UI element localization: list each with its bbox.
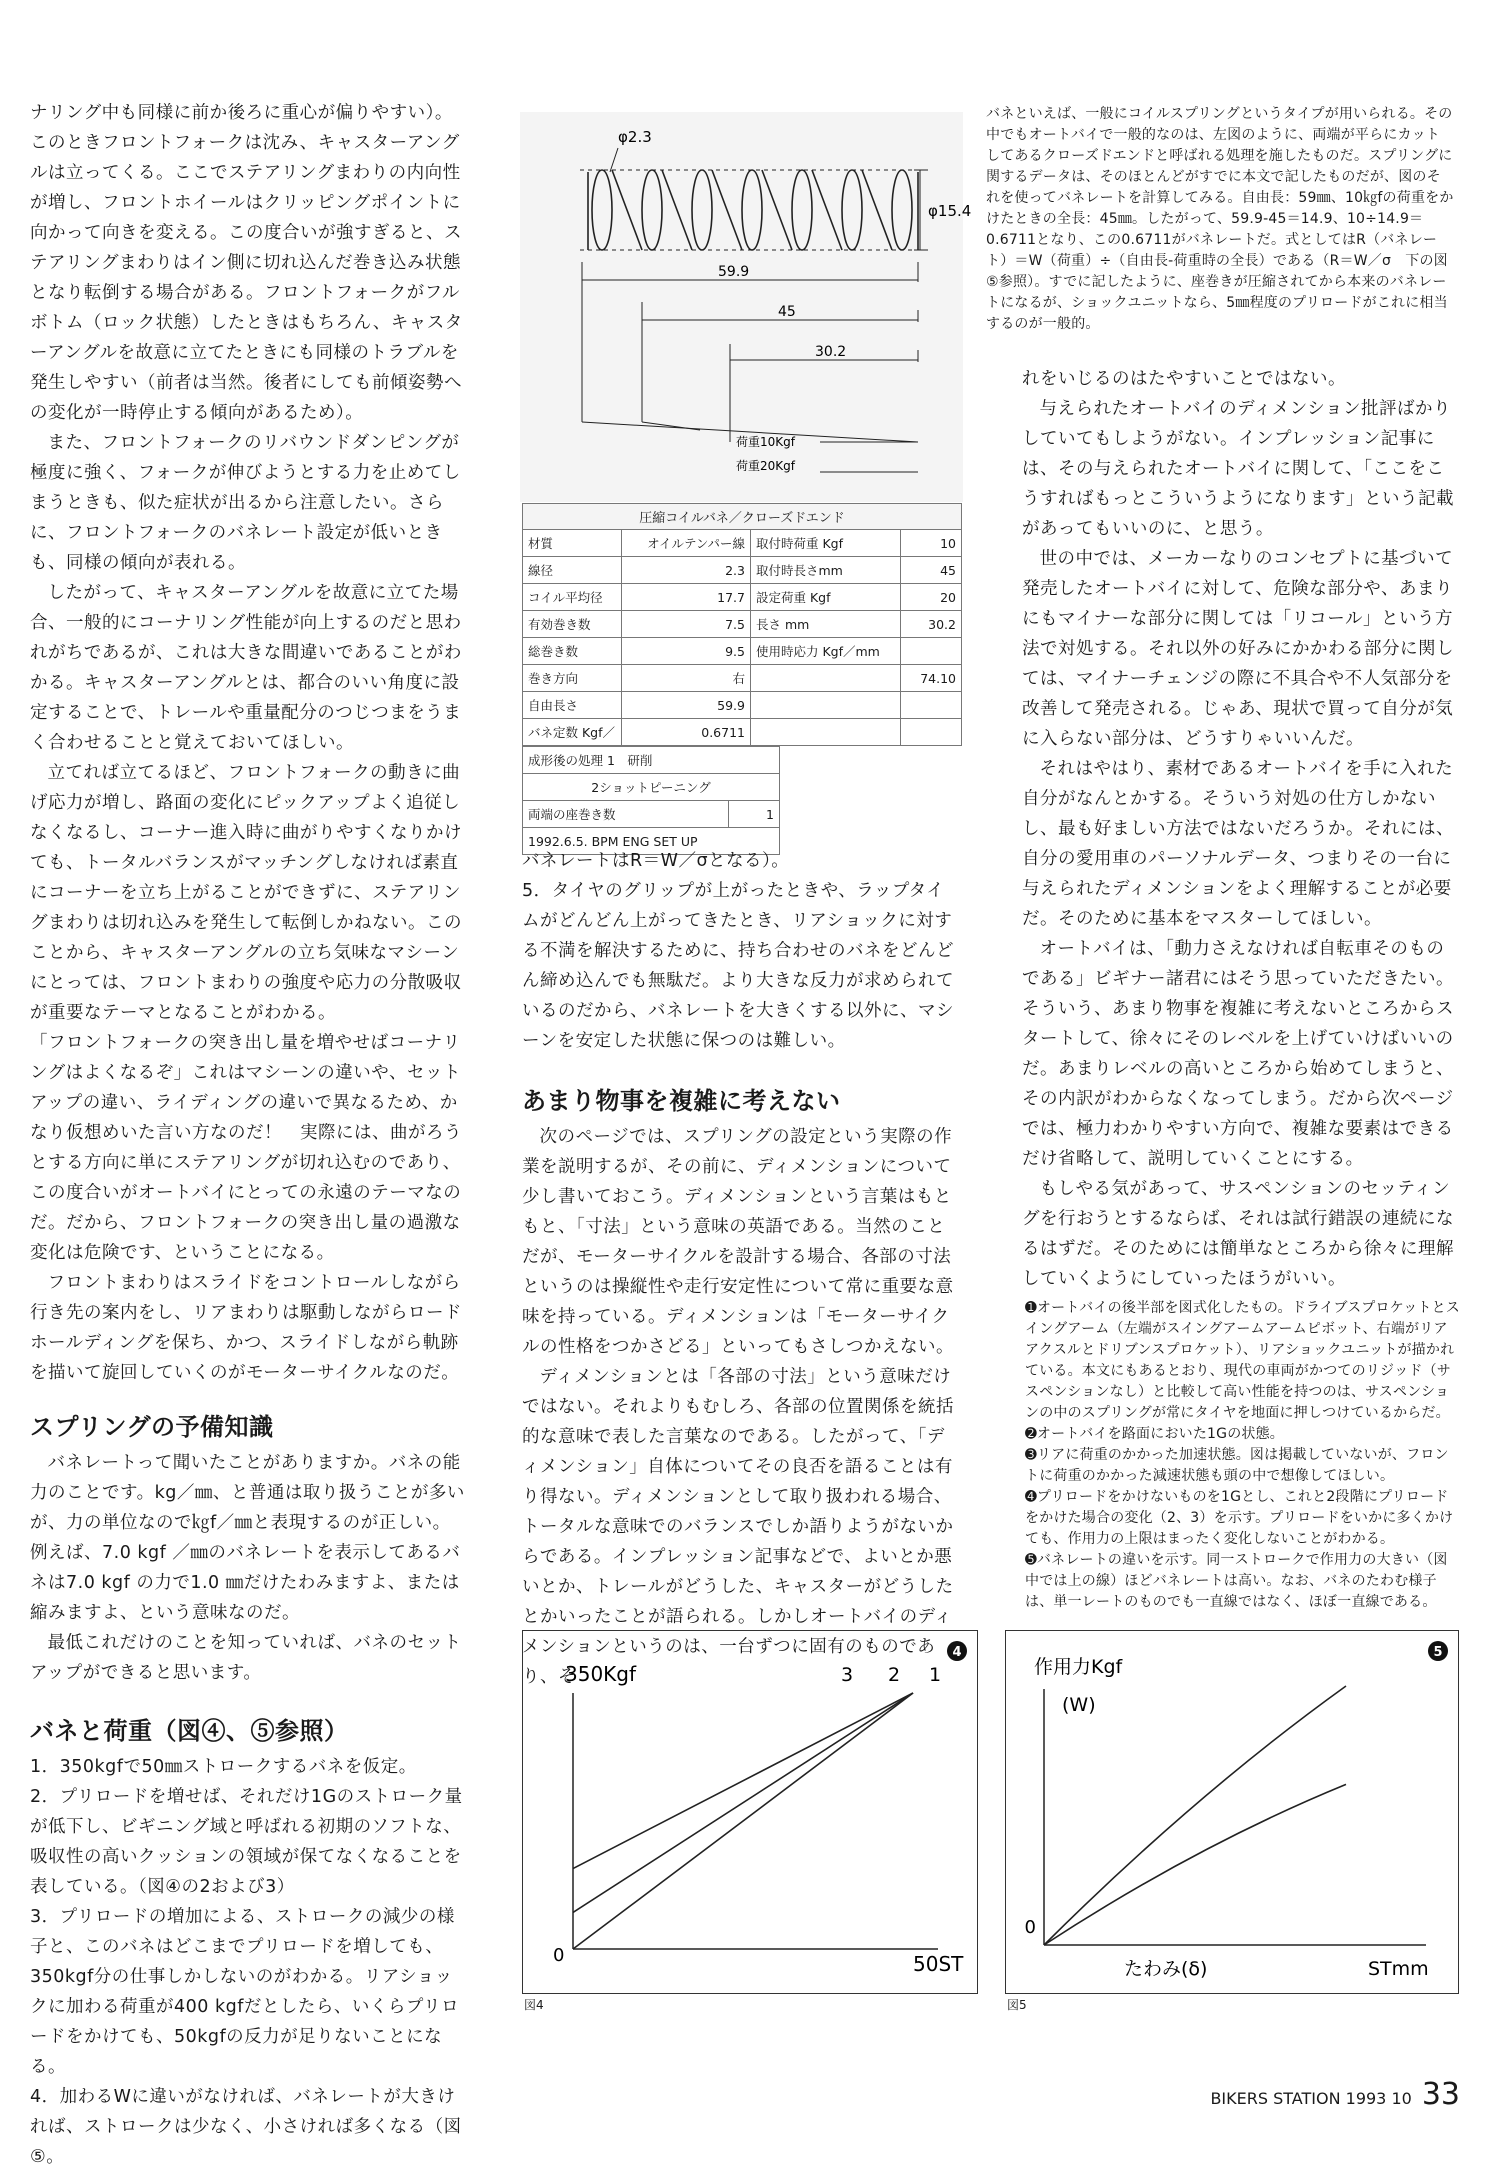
table-row xyxy=(523,692,962,719)
section-heading-spring-load: バネと荷重（図④、⑤参照） xyxy=(30,1716,349,1745)
figure-caption-item: ➌リアに荷重のかかった加速状態。図は掲載していないが、フロントに荷重のかかった減速状態も頭の中で想像してほしい。 xyxy=(1025,1447,1449,1484)
table-cell: 取付時長さmm xyxy=(751,557,901,584)
column-1-paragraphs-2 xyxy=(30,1448,468,1688)
spec-table-title: 圧縮コイルバネ／クローズドエンド xyxy=(522,503,962,529)
table-cell: 7.5 xyxy=(622,611,751,638)
figure-captions xyxy=(1025,1298,1460,1613)
section-heading-dont-complicate: あまり物事を複雑に考えない xyxy=(522,1086,841,1115)
figure-caption-item: ➍プリロードをかけないものを1Gとし、これと2段階にプリロードをかけた場合の変化（2、3）を示す。プリロードをいかに多くかけても、作用力の上限はまったく変化しないことがわかる。 xyxy=(1025,1489,1454,1547)
table-cell: 線径 xyxy=(523,557,622,584)
list-item: 1．350kgfで50㎜ストロークするバネを仮定。 xyxy=(30,1757,417,1777)
spec-date-cell: 1992.6.5. BPM ENG SET UP xyxy=(523,828,780,855)
table-cell: 20 xyxy=(901,584,962,611)
spec-process-cell: 成形後の処理 1 研削 xyxy=(523,747,780,774)
figure-5-x-end: STmm xyxy=(1368,1958,1429,1980)
column-1-paragraphs xyxy=(30,98,468,1388)
figure-4-origin: 0 xyxy=(553,1945,565,1966)
figure-4 xyxy=(522,1630,978,1994)
figure-5-origin: 0 xyxy=(1024,1917,1036,1938)
figure-4-caption: 図4 xyxy=(524,1998,544,2012)
column-2-paragraphs xyxy=(522,846,960,1056)
outer-diameter-label: φ15.4 xyxy=(928,202,972,220)
paragraph: それはやはり、素材であるオートバイを手に入れた自分がなんとかする。そういう対処の仕方しかないし、最も好ましい方法ではないだろうか。それには、自分の愛用車のパーソナルデータ、つまりその一台に与えられたディメンションをよく理解することが必要だ。そのために基本をマスターしてほしい。 xyxy=(1022,759,1454,929)
numbered-list xyxy=(30,1752,468,2172)
free-length-label: 59.9 xyxy=(718,264,750,280)
figure-5-y-sub: (W) xyxy=(1062,1694,1096,1716)
figure-caption-item: ➊オートバイの後半部を図式化したもの。ドライブスプロケットとスイングアーム（左端がスイングアームアームピボット、右端がリアアクスルとドリブンスプロケット）、リアショックユニットが描かれている。本文にもあるとおり、現代の車両がかつてのリジッド（サスペンションなし）と比較して高い性能を持つのは、サスペンションの中のスプリングが常にタイヤを地面に押しつけているからだ。 xyxy=(1025,1300,1460,1421)
column-1 xyxy=(30,98,468,2172)
table-cell: 使用時応力 Kgf／mm xyxy=(751,638,901,665)
table-cell: 10 xyxy=(901,530,962,557)
length-20-label: 30.2 xyxy=(815,344,847,360)
paragraph: ディメンションとは「各部の寸法」という意味だけではない。それよりもむしろ、各部の位置関係を統括的な意味で表した言葉なのである。したがって、「ディメンション」自体についてその良否を語ることは有り得ない。ディメンションとして取り扱われる場合、トータルな意味でのバランスでしか語りようがないからである。インプレッション記事などで、よいとか悪いとか、トレールがどうした、キャスターがどうしたとかいったことが語られる。しかしオートバイのディメンションというのは、一台ずつに固有のものであり、そ xyxy=(522,1367,954,1687)
table-cell xyxy=(901,638,962,665)
column-2 xyxy=(522,846,960,1692)
table-cell: 30.2 xyxy=(901,611,962,638)
load-10-label: 荷重10Kgf xyxy=(736,435,795,449)
paragraph: 与えられたオートバイのディメンション批評ばかりしていてもしようがない。インプレッション記事には、その与えられたオートバイに関して、「ここをこうすればもっとこういうようになります」という記載があってもいいのに、と思う。 xyxy=(1022,399,1454,539)
spec-end-coils-label: 両端の座巻き数 xyxy=(523,801,729,828)
paragraph: もしやる気があって、サスペンションのセッティングを行おうとするならば、それは試行錯誤の連続になるはずだ。そのためには簡単なところから徐々に理解していくようにしていったほうがいい。 xyxy=(1022,1179,1454,1289)
spring-spec-table-box xyxy=(522,503,962,855)
paragraph: 世の中では、メーカーなりのコンセプトに基づいて発売したオートバイに対して、危険な部分や、あまりにもマイナーな部分に関しては「リコール」という方法で対処する。それ以外の好みにかかわる部分に関しては、マイナーチェンジの際に不具合や不人気部分を改善して発売される。じゃあ、現状で買って自分が気に入らない部分は、どうすりゃいいんだ。 xyxy=(1022,549,1454,749)
list-item: 4．加わるWに違いがなければ、バネレートが大きければ、ストロークは少なく、小さければ多くなる（図⑤。 xyxy=(30,2087,462,2167)
table-cell: 総巻き数 xyxy=(523,638,622,665)
table-row xyxy=(523,611,962,638)
table-cell: 取付時荷重 Kgf xyxy=(751,530,901,557)
section-heading-spring-basics: スプリングの予備知識 xyxy=(30,1412,274,1441)
table-cell: 設定荷重 Kgf xyxy=(751,584,901,611)
curve-1 xyxy=(1044,1686,1346,1945)
paragraph: 次のページでは、スプリングの設定という実際の作業を説明するが、その前に、ディメンションについて少し書いておこう。ディメンションという言葉はもともと、「寸法」という意味の英語である。当然のことだが、モーターサイクルを設計する場合、各部の寸法というのは操縦性や走行安定性について常に重要な意味を持っている。ディメンションは「モーターサイクルの性格をつかさどる」といってもさしつかえない。 xyxy=(522,1127,954,1357)
table-cell xyxy=(901,719,962,746)
table-cell xyxy=(751,665,901,692)
figure-4-chart xyxy=(523,1631,977,1993)
spring-diagram xyxy=(520,112,972,502)
spring-spec-table-extra xyxy=(522,746,780,855)
figure-5-x-label: たわみ(δ) xyxy=(1124,1958,1208,1980)
series-line-3 xyxy=(573,1693,913,1869)
table-cell: 材質 xyxy=(523,530,622,557)
table-cell: 0.6711 xyxy=(622,719,751,746)
figure-4-x-label: 50ST xyxy=(913,1952,964,1976)
paragraph: フロントまわりはスライドをコントロールしながら行き先の案内をし、リアまわりは駆動しながらロードホールディングを保ち、かつ、スライドしながら軌跡を描いて旋回していくのがモーターサイクルなのだ。 xyxy=(30,1273,462,1383)
figure-4-series xyxy=(573,1664,941,1949)
column-3 xyxy=(1022,364,1462,1294)
list-item: 2．プリロードを増せば、それだけ1Gのストローク量が低下し、ビギニング域と呼ばれる初期のソフトな、吸収性の高いクッションの領域が保てなくなることを表している。（図④の2および3） xyxy=(30,1787,463,1897)
table-row xyxy=(523,638,962,665)
figure-5 xyxy=(1005,1630,1459,1994)
paragraph: 「フロントフォークの突き出し量を増やせばコーナリングはよくなるぞ」これはマシーンの違いや、セットアップの違い、ライディングの違いで異なるため、かなり仮想めいた言い方なのだ！ 実際には、曲がろうとする方向に単にステアリングが切れ込むのであり、この度合いがオートバイにとっての永遠のテーマなのだ。だから、フロントフォークの突き出し量の過激な変化は危険です、ということになる。 xyxy=(30,1033,462,1263)
figure-4-y-label: 350Kgf xyxy=(565,1662,637,1686)
table-cell: 自由長さ xyxy=(523,692,622,719)
figure-5-series xyxy=(1044,1686,1346,1945)
paragraph: 5．タイヤのグリップが上がったときや、ラップタイムがどんどん上がってきたとき、リアショックに対する不満を解決するために、持ち合わせのバネをどんどん締め込んでも無駄だ。より大きな反力が求められているのだから、バネレートを大きくする以外に、マシーンを安定した状態に保つのは難しい。 xyxy=(522,881,954,1051)
figure-5-caption: 図5 xyxy=(1007,1998,1027,2012)
table-cell: 長さ mm xyxy=(751,611,901,638)
table-cell: 2.3 xyxy=(622,557,751,584)
paragraph: ナリング中も同様に前か後ろに重心が偏りやすい）。このときフロントフォークは沈み、キャスターアングルは立ってくる。ここでステアリングまわりの内向性が増し、フロントホイールはクリッピングポイントに向かって向きを変える。この度合いが強すぎると、ステアリングまわりはイン側に切れ込んだ巻き込み状態となり転倒する場合がある。フロントフォークがフルボトム（ロック状態）したときはもちろん、キャスターアングルを故意に立てたときにも同様のトラブルを発生しやすい（前者は当然。後者にしても前傾姿勢への変化が一時停止する傾向があるため）。 xyxy=(30,103,463,423)
paragraph: オートバイは、「動力さえなければ自転車そのものである」ビギナー諸君にはそう思っていただきたい。そういう、あまり物事を複雑に考えないところからスタートして、徐々にそのレベルを上げていけばいいのだ。あまりレベルの高いところから始めてしまうと、その内訳がわからなくなってしまう。だから次ページでは、極力わかりやすい方向で、複雑な要素はできるだけ省略して、説明していくことにする。 xyxy=(1022,939,1454,1169)
sidebar-note-text: バネといえば、一般にコイルスプリングというタイプが用いられる。その中でもオートバイで一般的なのは、左図のように、両端が平らにカットしてあるクローズドエンドと呼ばれる処理を施したものだ。スプリングに関するデータは、そのほとんどがすでに本文で記したものだが、図のそれを使ってバネレートを計算してみる。自由長：59㎜、10㎏fの荷重をかけたときの全長：45㎜。したがって、59.9-45＝14.9、10÷14.9＝0.6711となり、この0.6711がバネレートだ。式としてはR（バネレート）＝W（荷重）÷（自由長-荷重時の全長）である（R＝W／σ 下の図⑤参照）。すでに記したように、座巻きが圧縮されてから本来のバネレートになるが、ショックユニットなら、5㎜程度のプリロードがこれに相当するのが一般的。 xyxy=(986,106,1454,332)
paragraph: バネレートはR＝W／σとなる）。 xyxy=(522,851,790,871)
table-cell xyxy=(751,692,901,719)
figure-5-chart xyxy=(1006,1631,1458,1993)
table-cell: 有効巻き数 xyxy=(523,611,622,638)
figure-caption-item: ➎バネレートの違いを示す。同一ストロークで作用力の大きい（図中では上の線）ほどバネレートは高い。なお、バネのたわむ様子は、単一レートのものでも一直線ではなく、ほぼ一直線である。 xyxy=(1025,1552,1448,1610)
table-cell: 59.9 xyxy=(622,692,751,719)
table-cell: 巻き方向 xyxy=(523,665,622,692)
table-cell: オイルテンパー線 xyxy=(622,530,751,557)
series-label-2: 2 xyxy=(888,1664,901,1686)
figure-caption-item: ➋オートバイを路面においた1Gの状態。 xyxy=(1025,1426,1285,1442)
curve-2 xyxy=(1044,1784,1346,1945)
length-10-label: 45 xyxy=(778,304,796,320)
table-cell: 9.5 xyxy=(622,638,751,665)
table-row xyxy=(523,557,962,584)
page-footer xyxy=(1210,2077,1460,2112)
table-cell: 17.7 xyxy=(622,584,751,611)
wire-diameter-label: φ2.3 xyxy=(618,128,652,146)
magazine-name: BIKERS STATION 1993 10 xyxy=(1210,2089,1412,2108)
table-row xyxy=(523,584,962,611)
sidebar-note xyxy=(986,104,1454,335)
spec-peening-cell: 2ショットピーニング xyxy=(523,774,780,801)
figure-5-badge: 5 xyxy=(1433,1645,1443,1660)
column-3-paragraphs xyxy=(1022,364,1462,1294)
table-cell: バネ定数 Kgf／ xyxy=(523,719,622,746)
paragraph: バネレートって聞いたことがありますか。バネの能力のことです。kg／㎜、と普通は取り扱うことが多いが、力の単位なので㎏f／㎜と表現するのが正しい。例えば、7.0 kgf ／㎜のバネレートを表示してあるバネは7.0 kgf の力で1.0 ㎜だけたわみますよ、または縮みますよ、という意味なのだ。 xyxy=(30,1453,465,1623)
series-label-1: 1 xyxy=(929,1664,942,1686)
table-row xyxy=(523,665,962,692)
table-cell xyxy=(901,692,962,719)
table-row xyxy=(523,719,962,746)
spring-spec-table xyxy=(522,529,962,746)
paragraph: れをいじるのはたやすいことではない。 xyxy=(1022,369,1346,389)
table-cell: 右 xyxy=(622,665,751,692)
paragraph: 最低これだけのことを知っていれば、バネのセットアップができると思います。 xyxy=(30,1633,462,1683)
page-number: 33 xyxy=(1421,2077,1460,2112)
series-line-1 xyxy=(573,1693,913,1949)
table-cell: コイル平均径 xyxy=(523,584,622,611)
figure-5-y-label: 作用力Kgf xyxy=(1034,1656,1123,1678)
list-item: 3．プリロードの増加による、ストロークの減少の様子と、このバネはどこまでプリロードを増しても、350kgf分の仕事しかしないのがわかる。リアショックに加わる荷重が400 kgfだとしたら、いくらプリロードをかけても、50kgfの反力が足りないことになる。 xyxy=(30,1907,460,2077)
series-line-2 xyxy=(573,1693,913,1912)
table-cell: 45 xyxy=(901,557,962,584)
series-label-3: 3 xyxy=(841,1664,854,1686)
column-2-paragraphs-2 xyxy=(522,1122,960,1692)
table-cell xyxy=(751,719,901,746)
paragraph: 立てれば立てるほど、フロントフォークの動きに曲げ応力が増し、路面の変化にピックアップよく追従しなくなるし、コーナー進入時に曲がりやすくなりかけても、トータルバランスがマッチングしなければ素直にコーナーを立ち上がることができずに、ステアリングまわりは切れ込みを発生して転倒しかねない。このことから、キャスターアングルの立ち気味なマシーンにとっては、フロントまわりの強度や応力の分散吸収が重要なテーマとなることがわかる。 xyxy=(30,763,462,1023)
table-row xyxy=(523,530,962,557)
figure-4-badge: 4 xyxy=(952,1645,962,1660)
load-20-label: 荷重20Kgf xyxy=(736,459,795,473)
table-cell: 74.10 xyxy=(901,665,962,692)
paragraph: したがって、キャスターアングルを故意に立てた場合、一般的にコーナリング性能が向上するのだと思われがちであるが、これは大きな間違いであることがわかる。キャスターアングルとは、都合のいい角度に設定することで、トレールや重量配分のつじつまをうまく合わせることと覚えておいてほしい。 xyxy=(30,583,462,753)
spring-diagram-box xyxy=(520,112,972,502)
paragraph: また、フロントフォークのリバウンドダンピングが極度に強く、フォークが伸びようとする力を止めてしまうときも、似た症状が出るから注意したい。さらに、フロントフォークのバネレート設定が低いときも、同様の傾向が表れる。 xyxy=(30,433,461,573)
spec-end-coils-value: 1 xyxy=(729,801,780,828)
